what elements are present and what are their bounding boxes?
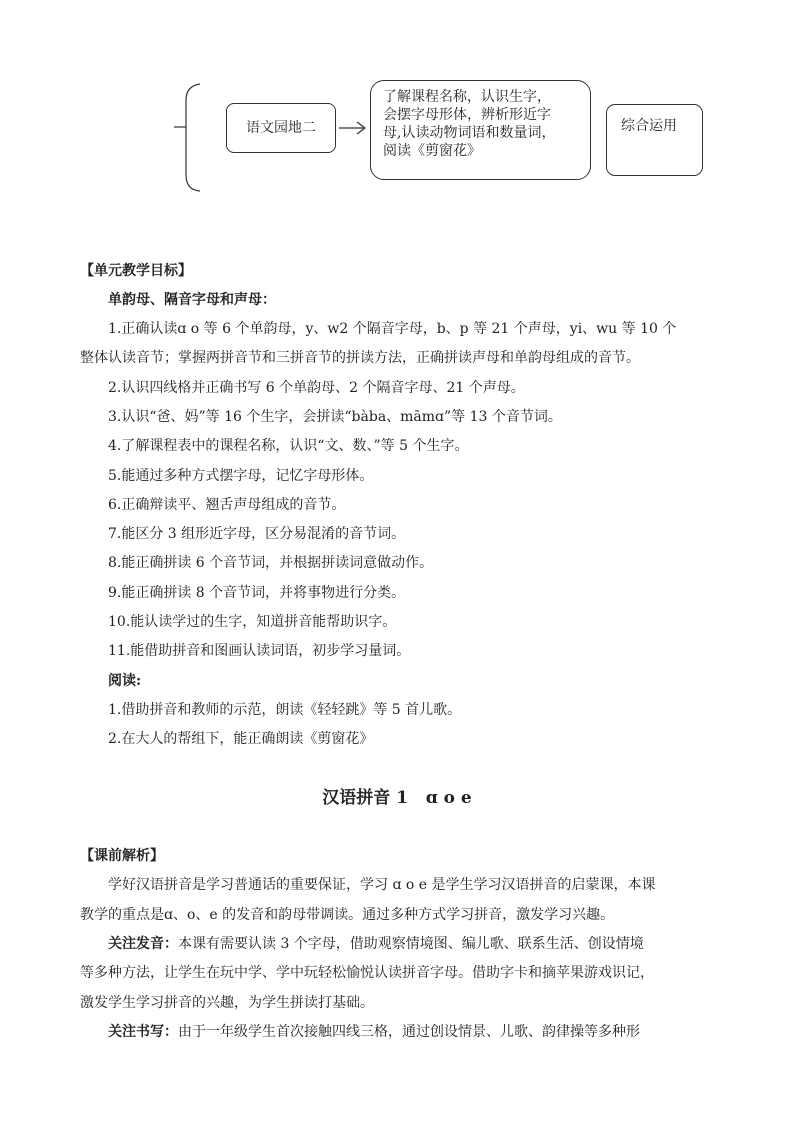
pronunciation-text: 本课有需要认读 3 个字母，借助观察情境图、编儿歌、联系生活、创设情境 bbox=[178, 936, 644, 952]
diagram-box-yuwenyuandi bbox=[226, 103, 336, 153]
analysis-paragraph-line: 教学的重点是ɑ、o、e 的发音和韵母带调读。通过多种方式学习拼音，激发学习兴趣。 bbox=[80, 907, 615, 923]
box1-label: 语文园地二 bbox=[246, 120, 316, 136]
goal-item: 7.能区分 3 组形近字母，区分易混淆的音节词。 bbox=[108, 526, 406, 542]
diagram-box-zonghe bbox=[606, 104, 703, 176]
diagram-box-description bbox=[370, 80, 591, 180]
pronunciation-paragraph-line: 等多种方法，让学生在玩中学、学中玩轻松愉悦认读拼音字母。借助字卡和摘苹果游戏识记， bbox=[80, 965, 654, 981]
goal-item-continuation: 整体认读音节；掌握两拼音节和三拼音节的拼读方法，正确拼读声母和单韵母组成的音节。 bbox=[80, 350, 640, 366]
goal-item: 2.认识四线格并正确书写 6 个单韵母、2 个隔音字母、21 个声母。 bbox=[108, 380, 525, 396]
box2-line: 了解课程名称，认识生字， bbox=[383, 89, 551, 105]
box2-line: 会摆字母形体，辨析形近字 bbox=[383, 107, 551, 123]
goal-item: 3.认识“爸、妈”等 16 个生字，会拼读“bàba、māmɑ”等 13 个音节词。 bbox=[108, 409, 562, 425]
goal-item: 9.能正确拼读 8 个音节词，并将事物进行分类。 bbox=[108, 585, 406, 601]
goal-item: 11.能借助拼音和图画认读词语，初步学习量词。 bbox=[108, 643, 411, 659]
goals-subheading-reading: 阅读: bbox=[108, 673, 142, 689]
lesson-title: 汉语拼音 1 ɑ o e bbox=[322, 788, 472, 808]
pronunciation-label: 关注发音： bbox=[108, 936, 178, 952]
lesson-analysis-heading: 【课前解析】 bbox=[80, 848, 164, 864]
writing-text: 由于一年级学生首次接触四线三格，通过创设情景、儿歌、韵律操等多种形 bbox=[178, 1024, 640, 1040]
box2-line: 阅读《剪窗花》 bbox=[383, 143, 481, 159]
pronunciation-paragraph-line: 激发学生学习拼音的兴趣，为学生拼读打基础。 bbox=[80, 995, 374, 1011]
analysis-paragraph-line: 学好汉语拼音是学习普通话的重要保证，学习 ɑ o e 是学生学习汉语拼音的启蒙课，本课 bbox=[108, 877, 656, 893]
goal-item: 6.正确辩读平、翘舌声母组成的音节。 bbox=[108, 497, 346, 513]
goal-item: 8.能正确拼读 6 个音节词，并根据拼读词意做动作。 bbox=[108, 555, 434, 571]
pronunciation-paragraph-line bbox=[108, 935, 748, 953]
goal-item: 5.能通过多种方式摆字母，记忆字母形体。 bbox=[108, 468, 374, 484]
goals-subheading-yunmu: 单韵母、隔音字母和声母： bbox=[108, 292, 276, 308]
box3-label: 综合运用 bbox=[621, 118, 677, 134]
reading-item: 2.在大人的帮组下，能正确朗读《剪窗花》 bbox=[108, 731, 374, 747]
box2-line: 母,认读动物词语和数量词， bbox=[383, 125, 556, 141]
goal-item: 4.了解课程表中的课程名称，认识“文、数、”等 5 个生字。 bbox=[108, 438, 469, 454]
writing-label: 关注书写： bbox=[108, 1024, 178, 1040]
goal-item: 10.能认读学过的生字，知道拼音能帮助识字。 bbox=[108, 614, 397, 630]
goal-item: 1.正确认读ɑ o 等 6 个单韵母，y、w2 个隔音字母，b、p 等 21 个声母，yi、wu 等 10 个 bbox=[108, 321, 677, 337]
goals-heading: 【单元教学目标】 bbox=[80, 263, 192, 279]
writing-paragraph-line bbox=[108, 1023, 748, 1041]
left-bracket bbox=[186, 84, 200, 191]
reading-item: 1.借助拼音和教师的示范，朗读《轻轻跳》等 5 首儿歌。 bbox=[108, 702, 462, 718]
